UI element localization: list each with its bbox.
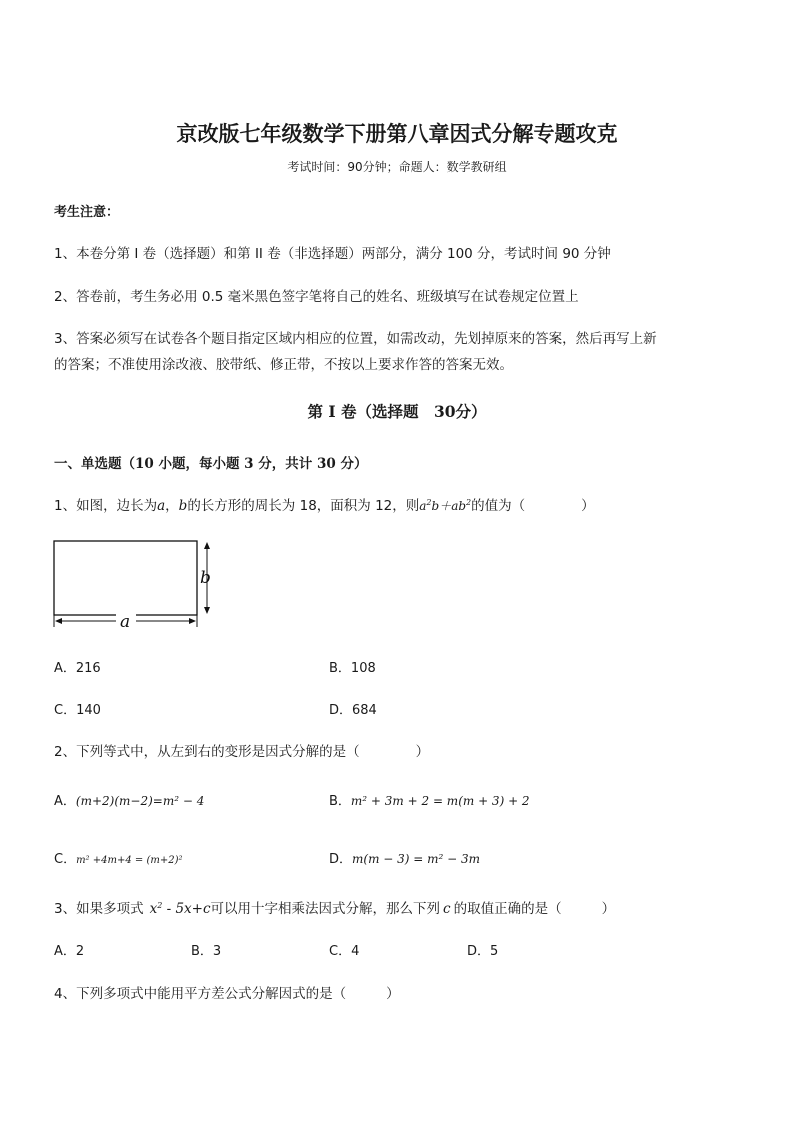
figure-label-b: b xyxy=(200,568,211,588)
question-4-stem: 4、下列多项式中能用平方差公式分解因式的是（ ） xyxy=(54,986,400,1002)
q1-suffix: 的值为（ xyxy=(471,498,526,514)
notice-item-1: 1、本卷分第 I 卷（选择题）和第 II 卷（非选择题）两部分，满分 100 分，考试时间 90 分钟 xyxy=(54,246,611,262)
q1-close: ） xyxy=(581,498,595,514)
q1-expression: $a^2b+ab^2$ xyxy=(419,498,472,513)
q1-option-d[interactable]: D．684 xyxy=(329,703,377,718)
notice-item-3: 3、答案必须写在试卷各个题目指定区域内相应的位置，如需改动，先划掉原来的答案，然后再写上新 xyxy=(54,331,657,347)
q3-var-c: c xyxy=(443,901,451,917)
q2-option-a[interactable]: A．(m+2)(m−2)=m² − 4 xyxy=(54,794,205,809)
q3-option-b[interactable]: B．3 xyxy=(191,944,222,959)
q1-var-a: a xyxy=(157,498,166,514)
a-arrow-left xyxy=(55,618,62,624)
a-arrow-right xyxy=(189,618,196,624)
q1-middle: 的长方形的周长为 18，面积为 12，则 xyxy=(187,498,420,514)
rectangle-figure xyxy=(50,535,220,635)
question-1-stem xyxy=(54,494,595,514)
q1-option-c[interactable]: C．140 xyxy=(54,703,101,718)
q1-prefix: 1、如图，边长为 xyxy=(54,498,158,514)
q2-option-d[interactable]: D．m(m − 3) = m² − 3m xyxy=(329,852,481,867)
q1-var-b: b xyxy=(178,498,188,514)
q3-option-a[interactable]: A．2 xyxy=(54,944,85,959)
q3-option-c[interactable]: C．4 xyxy=(329,944,360,959)
q2-option-b[interactable]: B．m² + 3m + 2 = m(m + 3) + 2 xyxy=(329,794,530,809)
q1-comma: ， xyxy=(165,498,179,514)
rectangle xyxy=(54,541,197,615)
q3-expression: $x^2 - 5x+c$ xyxy=(149,901,211,917)
q1-option-b[interactable]: B．108 xyxy=(329,661,376,676)
part-title: 一、单选题（10 小题，每小题 3 分，共计 30 分） xyxy=(54,456,368,472)
figure-label-a: a xyxy=(120,612,131,632)
notice-heading: 考生注意： xyxy=(54,205,120,220)
b-arrow-top xyxy=(204,542,210,549)
section-title: 第 I 卷（选择题 30分） xyxy=(307,402,487,421)
b-arrow-bottom xyxy=(204,607,210,614)
question-3-stem: 3、如果多项式 $x^2 - 5x+c$可以用十字相乘法因式分解，那么下列 c 的取值正确的是（ ） xyxy=(54,901,616,917)
q3-option-d[interactable]: D．5 xyxy=(467,944,499,959)
exam-subtitle: 考试时间：90分钟；命题人：数学教研组 xyxy=(287,160,507,174)
q1-option-a[interactable]: A．216 xyxy=(54,661,101,676)
q2-option-c[interactable]: C．m² +4m+4 = (m+2)² xyxy=(54,852,183,867)
exam-title: 京改版七年级数学下册第八章因式分解专题攻克 xyxy=(176,121,618,146)
notice-item-2: 2、答卷前，考生务必用 0.5 毫米黑色签字笔将自己的姓名、班级填写在试卷规定位置上 xyxy=(54,289,579,305)
question-2-stem: 2、下列等式中，从左到右的变形是因式分解的是（ ） xyxy=(54,744,430,760)
notice-item-3-cont: 的答案；不准使用涂改液、胶带纸、修正带，不按以上要求作答的答案无效。 xyxy=(54,357,513,373)
